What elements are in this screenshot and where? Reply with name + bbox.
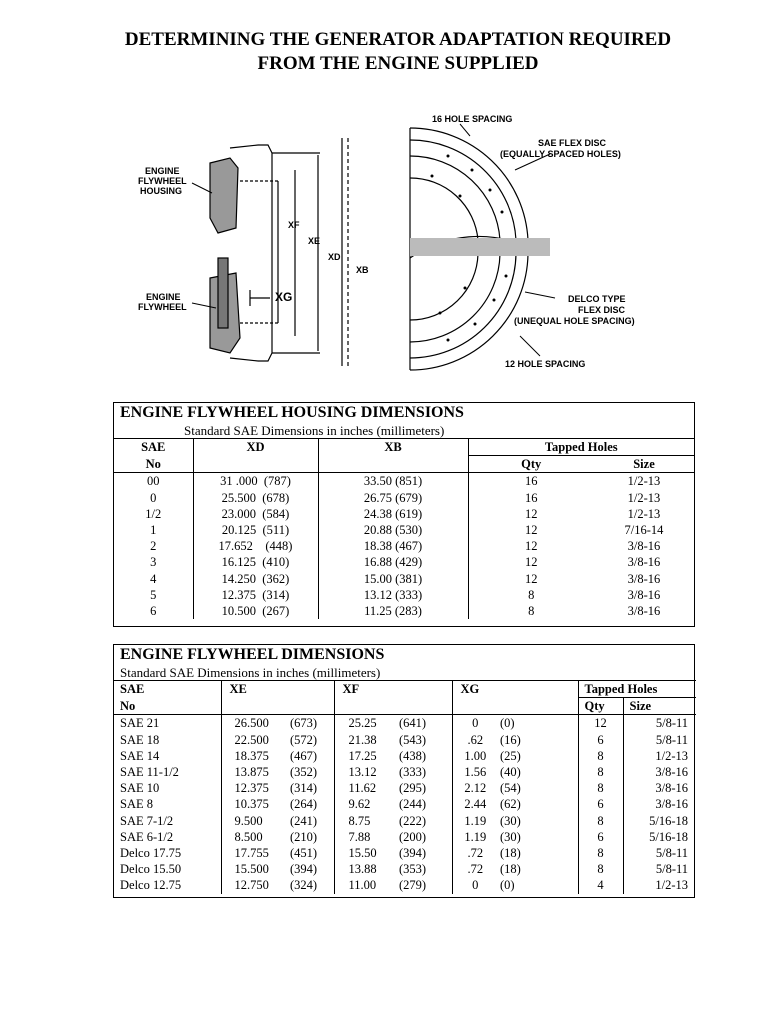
flywheel-diagram bbox=[110, 108, 690, 378]
xd-value: 10.500 (267) bbox=[193, 603, 318, 619]
flywheel-label-2: FLYWHEEL bbox=[138, 302, 187, 312]
sae-no: Delco 12.75 bbox=[120, 878, 182, 893]
xf-mm: (244) bbox=[399, 797, 427, 812]
housing-label-2: FLYWHEEL bbox=[138, 176, 187, 186]
xd-value: 31 .000 (787) bbox=[193, 473, 318, 490]
xe-value: 9.500 bbox=[221, 813, 284, 829]
xe-mm: (241) bbox=[290, 813, 318, 828]
sae-no: SAE 18 bbox=[120, 732, 160, 747]
qty-value: 6 bbox=[578, 732, 623, 748]
table-row bbox=[114, 764, 696, 780]
page-title bbox=[0, 28, 768, 76]
xb-value: 33.50 (851) bbox=[318, 473, 468, 490]
xg-value: 1.56 bbox=[452, 764, 498, 780]
table-row bbox=[114, 587, 694, 603]
sae-no: 1 bbox=[150, 523, 157, 538]
f-h-xf: XF bbox=[334, 681, 452, 698]
f-h-qty: Qty bbox=[578, 698, 623, 715]
table-row bbox=[114, 845, 696, 861]
xf-value: 11.62 bbox=[334, 780, 397, 796]
xg-value: 1.19 bbox=[452, 829, 498, 845]
size-value: 5/16-18 bbox=[623, 813, 696, 829]
xe-value: 12.375 bbox=[221, 780, 284, 796]
sae-no: 00 bbox=[147, 474, 160, 489]
sae-no: SAE 7-1/2 bbox=[120, 813, 174, 828]
h-size: Size bbox=[594, 456, 694, 473]
h-tapped: Tapped Holes bbox=[468, 439, 694, 456]
qty-value: 16 bbox=[468, 473, 594, 490]
xe-value: 26.500 bbox=[221, 715, 284, 732]
qty-value: 12 bbox=[468, 506, 594, 522]
table-row bbox=[114, 473, 694, 490]
housing-label-3: HOUSING bbox=[140, 186, 183, 196]
xf-mm: (438) bbox=[399, 748, 427, 763]
housing-label-1: ENGINE bbox=[145, 166, 180, 176]
table-row bbox=[114, 861, 696, 877]
xe-value: 17.755 bbox=[221, 845, 284, 861]
delco-label-2: FLEX DISC bbox=[578, 305, 626, 315]
sae-disc-label-2: (EQUALLY SPACED HOLES) bbox=[500, 149, 621, 159]
table-row bbox=[114, 603, 694, 619]
xf-value: 7.88 bbox=[334, 829, 397, 845]
xg-value: .62 bbox=[452, 732, 498, 748]
housing-table bbox=[114, 438, 694, 619]
xf-mm: (394) bbox=[399, 846, 427, 861]
xe-value: 18.375 bbox=[221, 748, 284, 764]
sae-no: SAE 10 bbox=[120, 781, 160, 796]
xf-value: 8.75 bbox=[334, 813, 397, 829]
sae-no: 1/2 bbox=[145, 506, 162, 521]
qty-value: 8 bbox=[578, 845, 623, 861]
xb-label: XB bbox=[356, 265, 369, 275]
xe-mm: (673) bbox=[290, 716, 318, 731]
size-value: 1/2-13 bbox=[623, 877, 696, 893]
xf-value: 25.25 bbox=[334, 715, 397, 732]
xf-mm: (222) bbox=[399, 813, 427, 828]
qty-value: 8 bbox=[578, 780, 623, 796]
xg-mm: (16) bbox=[500, 732, 521, 747]
xg-mm: (54) bbox=[500, 781, 521, 796]
xe-mm: (451) bbox=[290, 846, 318, 861]
housing-dimensions-box bbox=[113, 402, 695, 627]
size-value: 7/16-14 bbox=[624, 523, 664, 538]
xf-value: 17.25 bbox=[334, 748, 397, 764]
h-xb: XB bbox=[318, 439, 468, 456]
size-value: 5/8-11 bbox=[623, 715, 696, 732]
size-value: 3/8-16 bbox=[627, 539, 661, 554]
hole16-label: 16 HOLE SPACING bbox=[432, 114, 513, 124]
xg-value: 2.44 bbox=[452, 796, 498, 812]
sae-no: SAE 8 bbox=[120, 797, 153, 812]
table-row bbox=[114, 829, 696, 845]
table-row bbox=[114, 877, 696, 893]
housing-subtitle: Standard SAE Dimensions in inches (millimeters) bbox=[184, 423, 445, 438]
xg-mm: (62) bbox=[500, 797, 521, 812]
xg-mm: (25) bbox=[500, 748, 521, 763]
housing-title: ENGINE FLYWHEEL HOUSING DIMENSIONS bbox=[120, 404, 464, 421]
xg-value: .72 bbox=[452, 845, 498, 861]
size-value: 3/8-16 bbox=[623, 780, 696, 796]
sae-no: 4 bbox=[150, 571, 157, 586]
xb-value: 18.38 (467) bbox=[318, 538, 468, 554]
flywheel-label-1: ENGINE bbox=[146, 292, 181, 302]
xg-mm: (30) bbox=[500, 829, 521, 844]
xg-value: 0 bbox=[452, 715, 498, 732]
qty-value: 8 bbox=[468, 603, 594, 619]
table-row bbox=[114, 490, 694, 506]
f-h-no: No bbox=[114, 698, 221, 715]
xg-label: XG bbox=[275, 290, 293, 304]
xe-value: 8.500 bbox=[221, 829, 284, 845]
sae-no: Delco 15.50 bbox=[120, 862, 182, 877]
flywheel-dimensions-box bbox=[113, 644, 695, 898]
xf-mm: (543) bbox=[399, 732, 427, 747]
flywheel-title: ENGINE FLYWHEEL DIMENSIONS bbox=[120, 646, 385, 663]
xg-mm: (40) bbox=[500, 765, 521, 780]
qty-value: 8 bbox=[468, 587, 594, 603]
f-h-xg: XG bbox=[452, 681, 544, 698]
xe-mm: (572) bbox=[290, 732, 318, 747]
xe-value: 22.500 bbox=[221, 732, 284, 748]
xg-value: 0 bbox=[452, 877, 498, 893]
table-row bbox=[114, 780, 696, 796]
xf-value: 13.12 bbox=[334, 764, 397, 780]
xb-value: 20.88 (530) bbox=[318, 522, 468, 538]
xg-value: 1.00 bbox=[452, 748, 498, 764]
f-h-sae: SAE bbox=[114, 681, 221, 698]
xd-value: 14.250 (362) bbox=[193, 571, 318, 587]
delco-label-3: (UNEQUAL HOLE SPACING) bbox=[514, 316, 635, 326]
qty-value: 16 bbox=[468, 490, 594, 506]
xb-value: 24.38 (619) bbox=[318, 506, 468, 522]
h-sae: SAE bbox=[114, 439, 193, 456]
xf-value: 21.38 bbox=[334, 732, 397, 748]
qty-value: 4 bbox=[578, 877, 623, 893]
qty-value: 6 bbox=[578, 829, 623, 845]
xd-label: XD bbox=[328, 252, 341, 262]
xe-value: 12.750 bbox=[221, 877, 284, 893]
size-value: 5/8-11 bbox=[623, 732, 696, 748]
h-xd: XD bbox=[193, 439, 318, 456]
xg-mm: (18) bbox=[500, 846, 521, 861]
qty-value: 12 bbox=[468, 522, 594, 538]
xb-value: 13.12 (333) bbox=[318, 587, 468, 603]
xb-value: 11.25 (283) bbox=[318, 603, 468, 619]
qty-value: 8 bbox=[578, 748, 623, 764]
xf-mm: (353) bbox=[399, 862, 427, 877]
size-value: 1/2-13 bbox=[627, 506, 661, 521]
xe-mm: (314) bbox=[290, 781, 318, 796]
table-row bbox=[114, 554, 694, 570]
xf-mm: (200) bbox=[399, 829, 427, 844]
h-no: No bbox=[114, 456, 193, 473]
size-value: 1/2-13 bbox=[623, 748, 696, 764]
sae-no: SAE 11-1/2 bbox=[120, 765, 179, 780]
sae-no: 2 bbox=[150, 539, 157, 554]
size-value: 5/16-18 bbox=[623, 829, 696, 845]
qty-value: 8 bbox=[578, 861, 623, 877]
sae-no: 0 bbox=[150, 490, 157, 505]
flywheel-table bbox=[114, 680, 696, 894]
f-h-size: Size bbox=[623, 698, 696, 715]
xe-mm: (264) bbox=[290, 797, 318, 812]
sae-no: SAE 21 bbox=[120, 716, 160, 731]
xf-label: XF bbox=[288, 220, 300, 230]
sae-no: 5 bbox=[150, 587, 157, 602]
size-value: 1/2-13 bbox=[627, 474, 661, 489]
table-row bbox=[114, 715, 696, 732]
qty-value: 8 bbox=[578, 813, 623, 829]
size-value: 3/8-16 bbox=[627, 604, 661, 619]
sae-no: 6 bbox=[150, 604, 157, 619]
size-value: 5/8-11 bbox=[623, 845, 696, 861]
xb-value: 16.88 (429) bbox=[318, 554, 468, 570]
sae-no: SAE 14 bbox=[120, 748, 160, 763]
table-row bbox=[114, 813, 696, 829]
f-h-xe: XE bbox=[221, 681, 334, 698]
xf-value: 11.00 bbox=[334, 877, 397, 893]
xg-mm: (0) bbox=[500, 716, 515, 731]
sae-no: SAE 6-1/2 bbox=[120, 829, 174, 844]
xb-value: 26.75 (679) bbox=[318, 490, 468, 506]
size-value: 3/8-16 bbox=[623, 796, 696, 812]
flywheel-subtitle: Standard SAE Dimensions in inches (millimeters) bbox=[120, 665, 381, 680]
title-line-2: FROM THE ENGINE SUPPLIED bbox=[257, 53, 539, 74]
xf-mm: (279) bbox=[399, 878, 427, 893]
xf-value: 9.62 bbox=[334, 796, 397, 812]
h-qty: Qty bbox=[468, 456, 594, 473]
xf-value: 13.88 bbox=[334, 861, 397, 877]
size-value: 3/8-16 bbox=[627, 555, 661, 570]
xe-value: 15.500 bbox=[221, 861, 284, 877]
size-value: 3/8-16 bbox=[627, 571, 661, 586]
xe-mm: (352) bbox=[290, 765, 318, 780]
qty-value: 12 bbox=[468, 554, 594, 570]
xe-mm: (210) bbox=[290, 829, 318, 844]
xe-mm: (394) bbox=[290, 862, 318, 877]
qty-value: 12 bbox=[578, 715, 623, 732]
xd-value: 16.125 (410) bbox=[193, 554, 318, 570]
f-h-tapped: Tapped Holes bbox=[578, 681, 696, 698]
sae-no: 3 bbox=[150, 555, 157, 570]
xe-mm: (467) bbox=[290, 748, 318, 763]
table-row bbox=[114, 506, 694, 522]
size-value: 3/8-16 bbox=[627, 587, 661, 602]
sae-no: Delco 17.75 bbox=[120, 846, 182, 861]
hole12-label: 12 HOLE SPACING bbox=[505, 359, 586, 369]
qty-value: 12 bbox=[468, 571, 594, 587]
xe-mm: (324) bbox=[290, 878, 318, 893]
table-row bbox=[114, 538, 694, 554]
delco-label-1: DELCO TYPE bbox=[568, 294, 626, 304]
xf-mm: (295) bbox=[399, 781, 427, 796]
xd-value: 20.125 (511) bbox=[193, 522, 318, 538]
xf-value: 15.50 bbox=[334, 845, 397, 861]
xe-value: 13.875 bbox=[221, 764, 284, 780]
size-value: 5/8-11 bbox=[623, 861, 696, 877]
xe-value: 10.375 bbox=[221, 796, 284, 812]
xg-mm: (0) bbox=[500, 878, 515, 893]
xg-value: 2.12 bbox=[452, 780, 498, 796]
table-row bbox=[114, 748, 696, 764]
table-row bbox=[114, 796, 696, 812]
qty-value: 12 bbox=[468, 538, 594, 554]
xd-value: 23.000 (584) bbox=[193, 506, 318, 522]
table-row bbox=[114, 571, 694, 587]
xg-mm: (18) bbox=[500, 862, 521, 877]
xd-value: 17.652 (448) bbox=[193, 538, 318, 554]
xb-value: 15.00 (381) bbox=[318, 571, 468, 587]
size-value: 3/8-16 bbox=[623, 764, 696, 780]
qty-value: 6 bbox=[578, 796, 623, 812]
qty-value: 8 bbox=[578, 764, 623, 780]
xf-mm: (641) bbox=[399, 716, 427, 731]
xf-mm: (333) bbox=[399, 765, 427, 780]
xd-value: 12.375 (314) bbox=[193, 587, 318, 603]
xe-label: XE bbox=[308, 236, 321, 246]
table-row bbox=[114, 522, 694, 538]
xg-value: .72 bbox=[452, 861, 498, 877]
xg-value: 1.19 bbox=[452, 813, 498, 829]
table-row bbox=[114, 732, 696, 748]
sae-disc-label-1: SAE FLEX DISC bbox=[538, 138, 607, 148]
flex-disc-drawing bbox=[410, 128, 550, 370]
title-line-1: DETERMINING THE GENERATOR ADAPTATION REQUIRED bbox=[124, 29, 672, 50]
xg-mm: (30) bbox=[500, 813, 521, 828]
size-value: 1/2-13 bbox=[627, 490, 661, 505]
xd-value: 25.500 (678) bbox=[193, 490, 318, 506]
